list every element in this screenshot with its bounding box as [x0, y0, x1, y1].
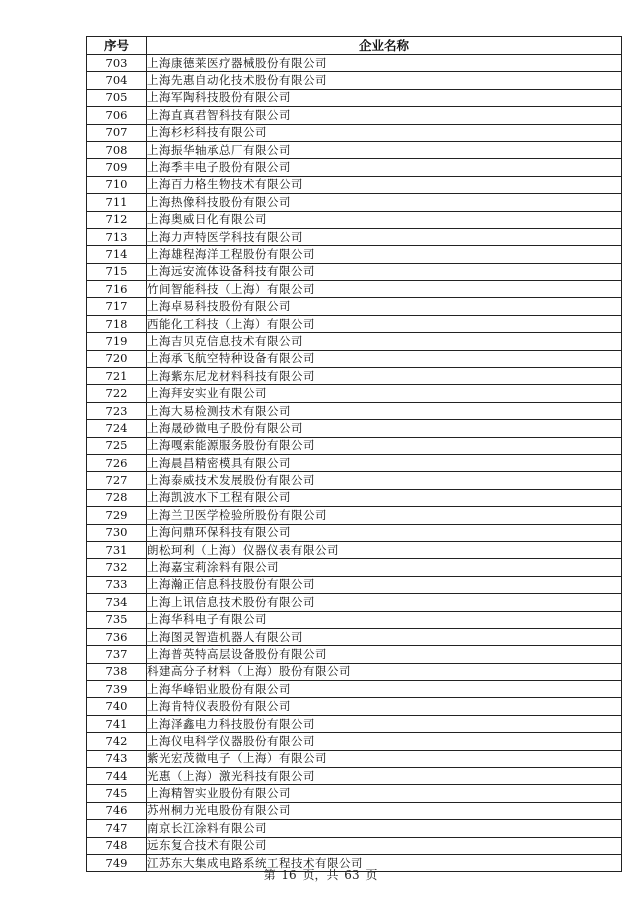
row-seq-number: 737: [87, 646, 147, 663]
row-company-name: 朗松珂利（上海）仪器仪表有限公司: [147, 541, 622, 558]
row-company-name: 上海力声特医学科技有限公司: [147, 228, 622, 245]
row-company-name: 上海紫东尼龙材料科技有限公司: [147, 368, 622, 385]
row-seq-number: 714: [87, 246, 147, 263]
row-company-name: 上海华科电子有限公司: [147, 611, 622, 628]
page-number-footer: 第 16 页，共 63 页: [263, 868, 378, 882]
row-company-name: 光惠（上海）激光科技有限公司: [147, 768, 622, 785]
row-company-name: 上海康德莱医疗器械股份有限公司: [147, 55, 622, 72]
document-page: [86, 36, 621, 872]
row-company-name: 上海凯波水下工程有限公司: [147, 489, 622, 506]
row-seq-number: 734: [87, 594, 147, 611]
table-row: [87, 194, 622, 211]
table-row: [87, 628, 622, 645]
table-row: [87, 768, 622, 785]
row-seq-number: 718: [87, 315, 147, 332]
row-company-name: 上海肯特仪表股份有限公司: [147, 698, 622, 715]
row-seq-number: 721: [87, 368, 147, 385]
table-row: [87, 715, 622, 732]
table-row: [87, 785, 622, 802]
row-seq-number: 715: [87, 263, 147, 280]
header-seq: 序号: [87, 37, 147, 55]
row-seq-number: 711: [87, 194, 147, 211]
row-seq-number: 710: [87, 176, 147, 193]
row-company-name: 上海热像科技股份有限公司: [147, 194, 622, 211]
row-seq-number: 719: [87, 333, 147, 350]
table-row: [87, 611, 622, 628]
table-row: [87, 646, 622, 663]
row-company-name: 上海嘉宝莉涂料有限公司: [147, 559, 622, 576]
row-seq-number: 749: [87, 854, 147, 871]
row-seq-number: 712: [87, 211, 147, 228]
row-seq-number: 736: [87, 628, 147, 645]
table-row: [87, 402, 622, 419]
table-header-row: [87, 37, 622, 55]
row-seq-number: 720: [87, 350, 147, 367]
row-seq-number: 732: [87, 559, 147, 576]
row-seq-number: 742: [87, 733, 147, 750]
table-row: [87, 107, 622, 124]
table-row: [87, 246, 622, 263]
row-company-name: 上海兰卫医学检验所股份有限公司: [147, 507, 622, 524]
row-seq-number: 724: [87, 420, 147, 437]
row-company-name: 上海季丰电子股份有限公司: [147, 159, 622, 176]
table-row: [87, 820, 622, 837]
table-row: [87, 176, 622, 193]
row-seq-number: 717: [87, 298, 147, 315]
table-row: [87, 489, 622, 506]
table-row: [87, 802, 622, 819]
row-company-name: 上海瀚正信息科技股份有限公司: [147, 576, 622, 593]
table-row: [87, 385, 622, 402]
table-row: [87, 507, 622, 524]
row-seq-number: 725: [87, 437, 147, 454]
row-seq-number: 741: [87, 715, 147, 732]
row-seq-number: 708: [87, 141, 147, 158]
row-company-name: 上海吉贝克信息技术有限公司: [147, 333, 622, 350]
table-row: [87, 472, 622, 489]
table-row: [87, 124, 622, 141]
table-row: [87, 141, 622, 158]
row-company-name: 上海奥威日化有限公司: [147, 211, 622, 228]
row-company-name: 上海问鼎环保科技有限公司: [147, 524, 622, 541]
row-seq-number: 706: [87, 107, 147, 124]
table-row: [87, 55, 622, 72]
row-seq-number: 730: [87, 524, 147, 541]
row-seq-number: 707: [87, 124, 147, 141]
row-seq-number: 744: [87, 768, 147, 785]
row-seq-number: 723: [87, 402, 147, 419]
row-company-name: 上海华峰铝业股份有限公司: [147, 681, 622, 698]
row-seq-number: 740: [87, 698, 147, 715]
row-company-name: 上海嘎索能源服务股份有限公司: [147, 437, 622, 454]
row-seq-number: 739: [87, 681, 147, 698]
table-row: [87, 698, 622, 715]
row-company-name: 上海晟砂微电子股份有限公司: [147, 420, 622, 437]
row-seq-number: 729: [87, 507, 147, 524]
row-company-name: 上海泰威技术发展股份有限公司: [147, 472, 622, 489]
table-row: [87, 420, 622, 437]
row-company-name: 上海卓易科技股份有限公司: [147, 298, 622, 315]
row-company-name: 上海晨昌精密模具有限公司: [147, 454, 622, 471]
row-company-name: 西能化工科技（上海）有限公司: [147, 315, 622, 332]
row-company-name: 紫光宏茂微电子（上海）有限公司: [147, 750, 622, 767]
row-company-name: 江苏东大集成电路系统工程技术有限公司: [147, 854, 622, 871]
row-seq-number: 716: [87, 281, 147, 298]
row-seq-number: 738: [87, 663, 147, 680]
table-row: [87, 437, 622, 454]
row-company-name: 上海大易检测技术有限公司: [147, 402, 622, 419]
row-seq-number: 733: [87, 576, 147, 593]
row-seq-number: 731: [87, 541, 147, 558]
row-company-name: 上海仪电科学仪器股份有限公司: [147, 733, 622, 750]
table-row: [87, 524, 622, 541]
row-company-name: 上海拜安实业有限公司: [147, 385, 622, 402]
row-seq-number: 748: [87, 837, 147, 854]
table-row: [87, 72, 622, 89]
row-company-name: 远东复合技术有限公司: [147, 837, 622, 854]
row-seq-number: 703: [87, 55, 147, 72]
row-company-name: 上海承飞航空特种设备有限公司: [147, 350, 622, 367]
row-company-name: 南京长江涂料有限公司: [147, 820, 622, 837]
table-row: [87, 298, 622, 315]
table-row: [87, 211, 622, 228]
row-seq-number: 743: [87, 750, 147, 767]
table-row: [87, 368, 622, 385]
table-row: [87, 350, 622, 367]
row-seq-number: 713: [87, 228, 147, 245]
table-row: [87, 159, 622, 176]
table-row: [87, 454, 622, 471]
row-seq-number: 747: [87, 820, 147, 837]
table-row: [87, 663, 622, 680]
company-list-table: [86, 36, 622, 872]
row-company-name: 苏州桐力光电股份有限公司: [147, 802, 622, 819]
row-company-name: 竹间智能科技（上海）有限公司: [147, 281, 622, 298]
row-company-name: 上海图灵智造机器人有限公司: [147, 628, 622, 645]
row-company-name: 上海上讯信息技术股份有限公司: [147, 594, 622, 611]
table-row: [87, 837, 622, 854]
row-seq-number: 722: [87, 385, 147, 402]
table-row: [87, 750, 622, 767]
row-company-name: 上海振华轴承总厂有限公司: [147, 141, 622, 158]
table-row: [87, 333, 622, 350]
row-seq-number: 704: [87, 72, 147, 89]
table-row: [87, 281, 622, 298]
row-seq-number: 745: [87, 785, 147, 802]
row-company-name: 上海军陶科技股份有限公司: [147, 89, 622, 106]
table-row: [87, 228, 622, 245]
row-company-name: 上海雄程海洋工程股份有限公司: [147, 246, 622, 263]
row-seq-number: 705: [87, 89, 147, 106]
table-row: [87, 576, 622, 593]
table-row: [87, 263, 622, 280]
row-seq-number: 728: [87, 489, 147, 506]
table-body: [87, 55, 622, 872]
table-row: [87, 681, 622, 698]
row-company-name: 上海远安流体设备科技有限公司: [147, 263, 622, 280]
row-company-name: 上海杉杉科技有限公司: [147, 124, 622, 141]
table-row: [87, 559, 622, 576]
row-seq-number: 727: [87, 472, 147, 489]
row-seq-number: 709: [87, 159, 147, 176]
row-seq-number: 735: [87, 611, 147, 628]
row-company-name: 上海先惠自动化技术股份有限公司: [147, 72, 622, 89]
table-row: [87, 733, 622, 750]
table-row: [87, 89, 622, 106]
table-row: [87, 315, 622, 332]
table-row: [87, 594, 622, 611]
header-company-name: 企业名称: [147, 37, 622, 55]
row-company-name: 上海泽鑫电力科技股份有限公司: [147, 715, 622, 732]
row-company-name: 上海百力格生物技术有限公司: [147, 176, 622, 193]
row-company-name: 科建高分子材料（上海）股份有限公司: [147, 663, 622, 680]
row-company-name: 上海普英特高层设备股份有限公司: [147, 646, 622, 663]
row-seq-number: 746: [87, 802, 147, 819]
row-seq-number: 726: [87, 454, 147, 471]
row-company-name: 上海精智实业股份有限公司: [147, 785, 622, 802]
table-row: [87, 541, 622, 558]
row-company-name: 上海直真君智科技有限公司: [147, 107, 622, 124]
